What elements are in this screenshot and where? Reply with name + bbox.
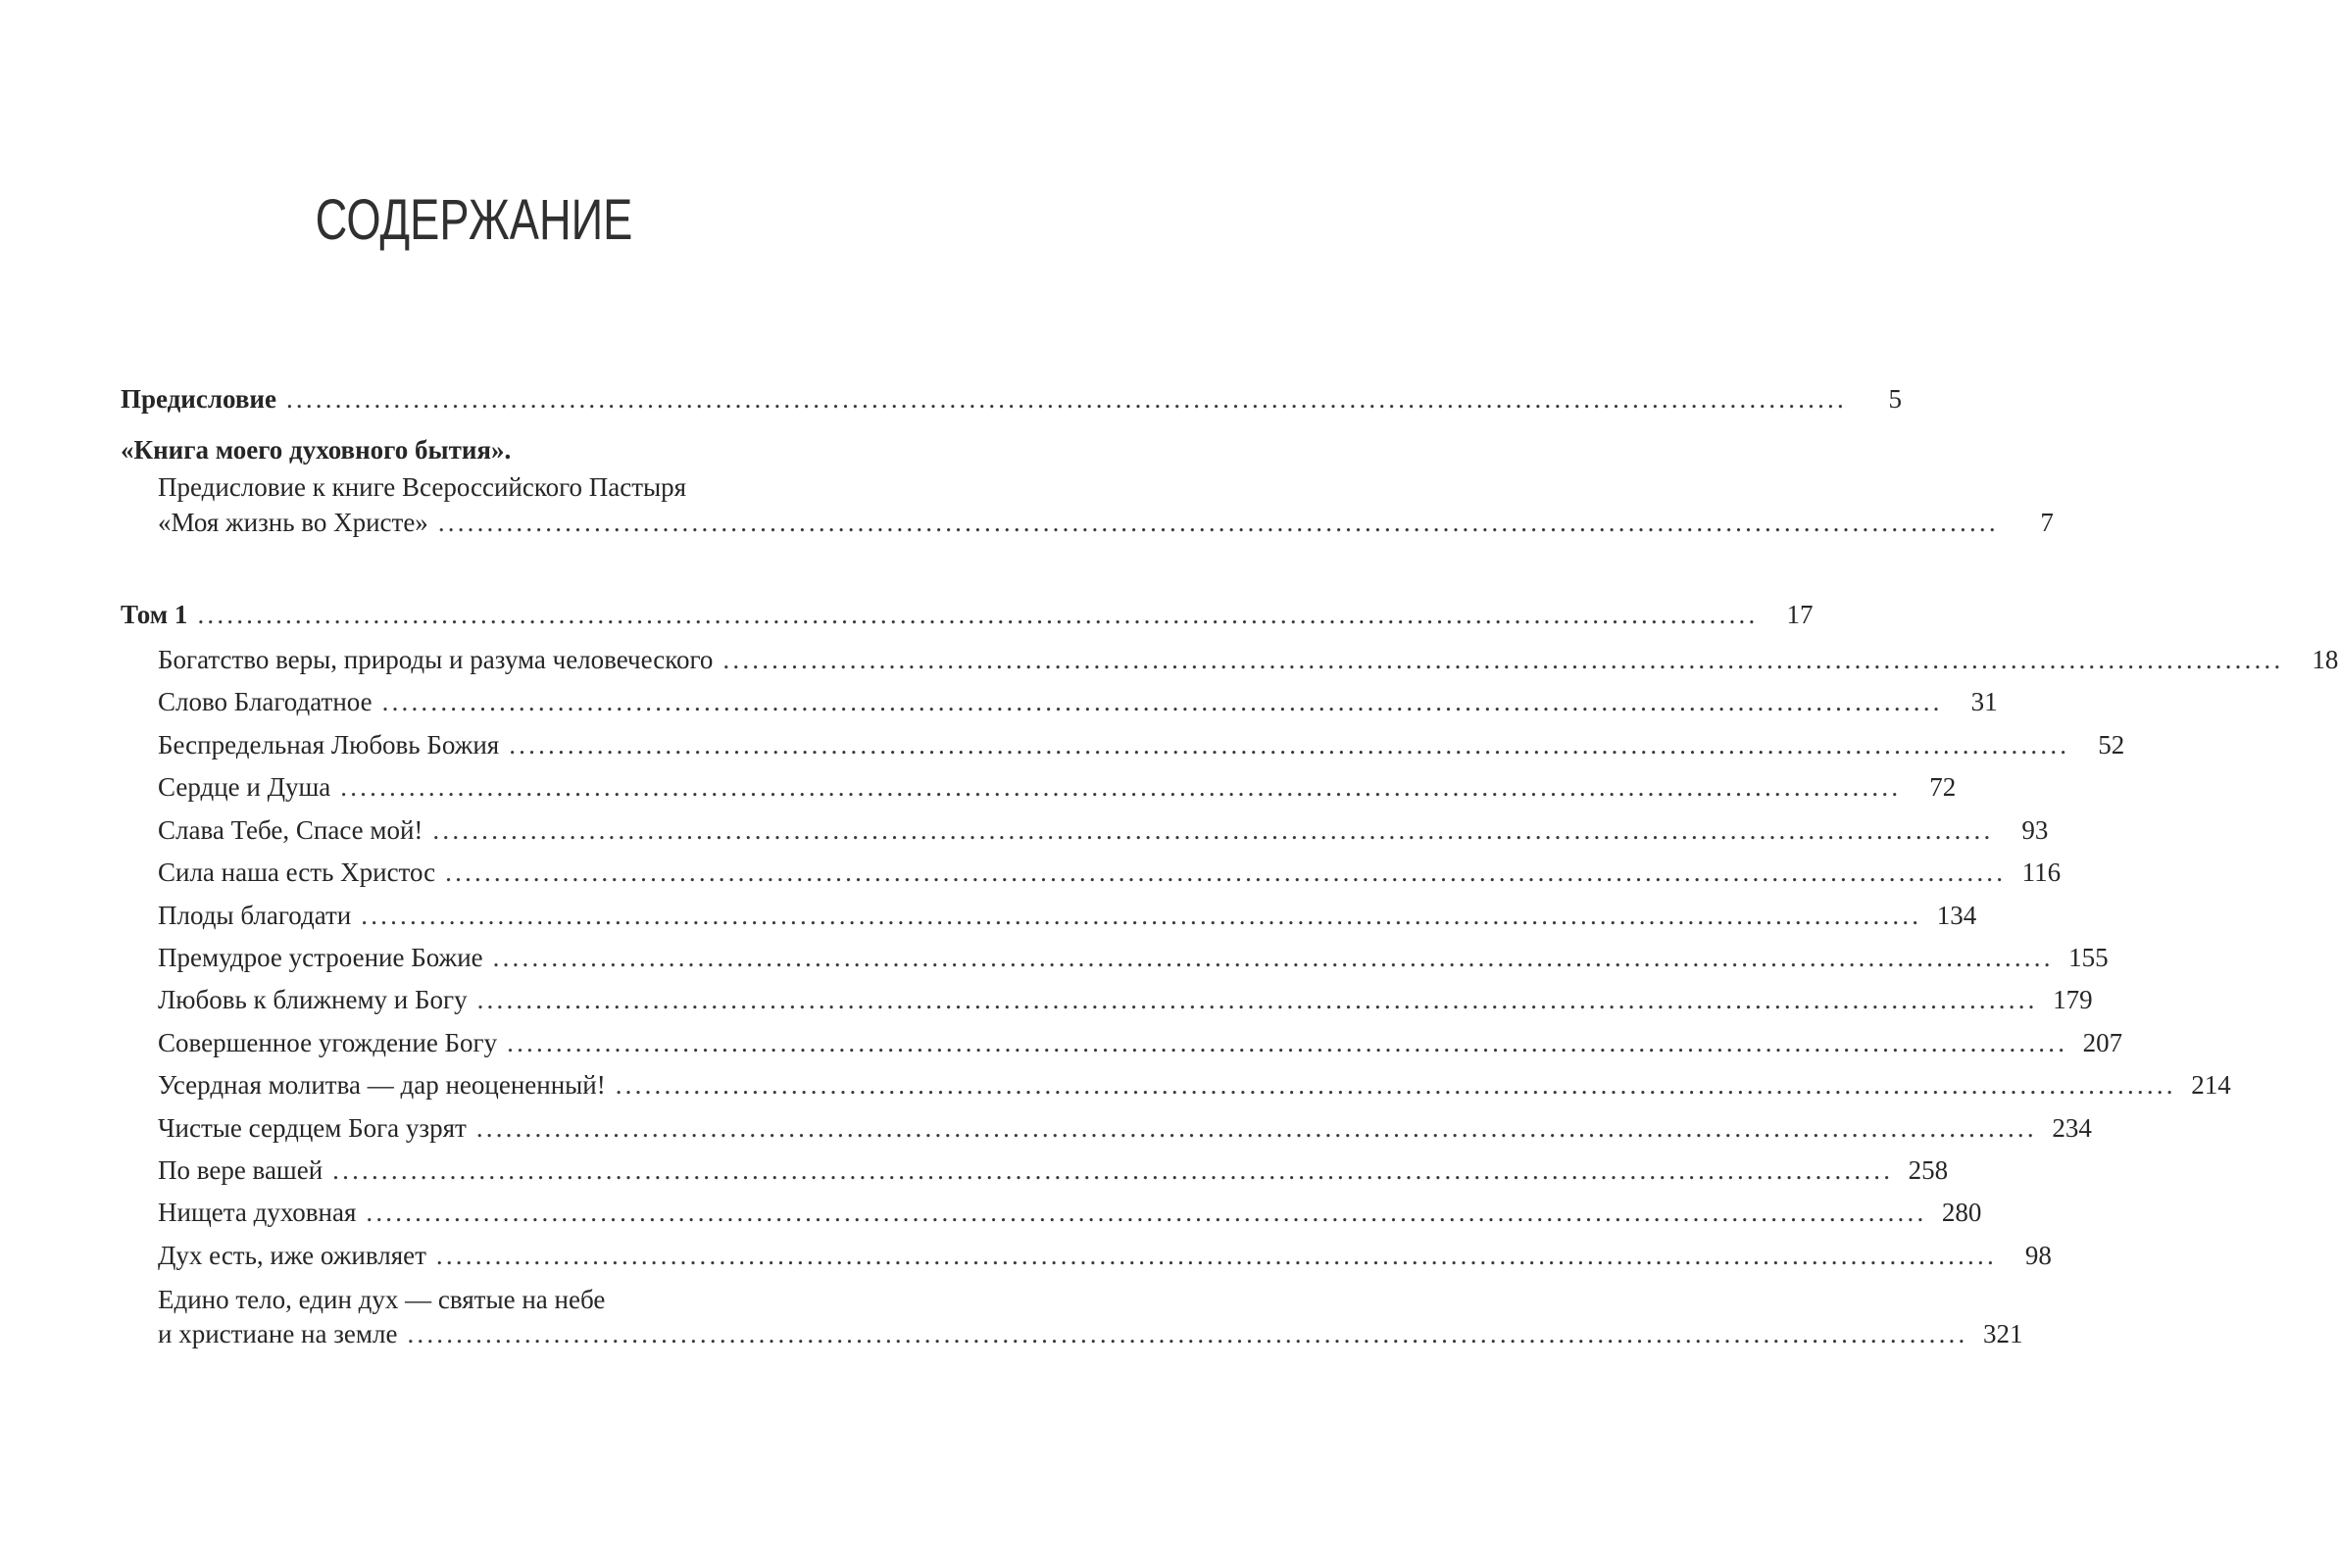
- toc-entry-book[interactable]: [158, 508, 2054, 543]
- dot-leader: ................................................................................................................................................................: [407, 1319, 1968, 1348]
- dot-leader: ................................................................................................................................................................: [285, 384, 1847, 414]
- toc-entry-page: 321: [1982, 1319, 2023, 1348]
- toc-entry-label: Дух есть, иже оживляет: [158, 1241, 426, 1270]
- toc-entry-label: Премудрое устроение Божие: [158, 943, 483, 972]
- dot-leader: ................................................................................................................................................................: [445, 858, 2007, 887]
- toc-entry[interactable]: [158, 687, 1998, 722]
- dot-leader: ................................................................................................................................................................: [366, 1198, 1927, 1227]
- toc-entry[interactable]: [158, 1113, 2092, 1149]
- dot-leader: ................................................................................................................................................................: [435, 1241, 1997, 1270]
- dot-leader: ................................................................................................................................................................: [722, 645, 2284, 674]
- toc-entry-label: Слава Тебе, Спасе мой!: [158, 815, 423, 845]
- toc-entry-page: 134: [1936, 901, 1977, 930]
- toc-entry-book-subtitle: Предисловие к книге Всероссийского Пастыря: [158, 472, 687, 502]
- toc-entry-page: 72: [1929, 772, 1957, 802]
- dot-leader: ................................................................................................................................................................: [509, 730, 2070, 760]
- toc-entry-label: Сердце и Душа: [158, 772, 331, 802]
- toc-entry-page: 155: [2068, 943, 2109, 972]
- toc-entry-label: и христиане на земле: [158, 1319, 398, 1348]
- toc-entry-label: Совершенное угождение Богу: [158, 1028, 498, 1057]
- toc-entry-label: Чистые сердцем Бога узрят: [158, 1113, 467, 1143]
- dot-leader: ................................................................................................................................................................: [615, 1070, 2176, 1100]
- toc-entry-label: Слово Благодатное: [158, 687, 373, 716]
- toc-entry-label: Усердная молитва — дар неоцененный!: [158, 1070, 606, 1100]
- toc-entry[interactable]: [158, 772, 1957, 808]
- toc-entry-page: 258: [1908, 1155, 1949, 1185]
- dot-leader: ................................................................................................................................................................: [437, 508, 1999, 537]
- dot-leader: ................................................................................................................................................................: [475, 1113, 2037, 1143]
- toc-entry-page: 5: [1888, 384, 1902, 414]
- toc-entry[interactable]: [158, 858, 2062, 893]
- toc-entry-label: Предисловие: [121, 384, 276, 414]
- toc-entry-label: Сила наша есть Христос: [158, 858, 436, 887]
- toc-entry-label: Плоды благодати: [158, 901, 352, 930]
- toc-entry[interactable]: [158, 1198, 1982, 1233]
- toc-entry-label: Любовь к ближнему и Богу: [158, 985, 468, 1014]
- toc-entry[interactable]: [158, 943, 2109, 978]
- toc-entry-label: По вере вашей: [158, 1155, 323, 1185]
- toc-entry[interactable]: [158, 1070, 2231, 1105]
- toc-entry-preface[interactable]: [121, 384, 1902, 419]
- toc-entry[interactable]: [158, 985, 2093, 1020]
- toc-entry-label: Богатство веры, природы и разума человеческого: [158, 645, 714, 674]
- toc-entry[interactable]: [158, 1155, 1949, 1191]
- toc-entry[interactable]: [158, 1241, 2052, 1276]
- dot-leader: ................................................................................................................................................................: [507, 1028, 2068, 1057]
- toc-entry-page: 17: [1786, 600, 1814, 629]
- toc-entry[interactable]: [158, 730, 2125, 765]
- toc-entry-page: 52: [2098, 730, 2125, 760]
- toc-entry-label: Том 1: [121, 600, 188, 629]
- toc-entry-page: 31: [1970, 687, 1998, 716]
- toc-entry-label: «Моя жизнь во Христе»: [158, 508, 428, 537]
- toc-entry[interactable]: [158, 1028, 2123, 1063]
- toc-entry-book-title[interactable]: «Книга моего духовного бытия».: [121, 435, 512, 465]
- dot-leader: ................................................................................................................................................................: [476, 985, 2038, 1014]
- dot-leader: ................................................................................................................................................................: [381, 687, 1943, 716]
- toc-entry-page: 93: [2021, 815, 2049, 845]
- toc-entry-label: Нищета духовная: [158, 1198, 357, 1227]
- toc-entry-page: 116: [2021, 858, 2062, 887]
- dot-leader: ................................................................................................................................................................: [340, 772, 1902, 802]
- toc-entry-page: 98: [2024, 1241, 2052, 1270]
- toc-entry[interactable]: [158, 1319, 2023, 1354]
- dot-leader: ................................................................................................................................................................: [492, 943, 2054, 972]
- toc-entry-page: 7: [2040, 508, 2054, 537]
- dot-leader: ................................................................................................................................................................: [361, 901, 1922, 930]
- dot-leader: ................................................................................................................................................................: [332, 1155, 1894, 1185]
- toc-entry-label: Беспредельная Любовь Божия: [158, 730, 500, 760]
- toc-entry[interactable]: [158, 901, 1977, 936]
- page-title: СОДЕРЖАНИЕ: [315, 188, 633, 252]
- toc-entry[interactable]: [158, 645, 2338, 680]
- toc-entry-page: 179: [2053, 985, 2093, 1014]
- toc-entry[interactable]: [158, 815, 2049, 851]
- toc-entry-page: 207: [2082, 1028, 2123, 1057]
- toc-entry-volume-1[interactable]: [121, 600, 1814, 635]
- toc-entry-page: 18: [2312, 645, 2338, 674]
- dot-leader: ................................................................................................................................................................: [432, 815, 1994, 845]
- dot-leader: ................................................................................................................................................................: [197, 600, 1759, 629]
- toc-entry-page: 214: [2191, 1070, 2231, 1100]
- toc-entry-page: 234: [2052, 1113, 2092, 1143]
- toc-entry-page: 280: [1941, 1198, 1982, 1227]
- toc-entry-multiline-first[interactable]: Едино тело, един дух — святые на небе: [158, 1285, 606, 1314]
